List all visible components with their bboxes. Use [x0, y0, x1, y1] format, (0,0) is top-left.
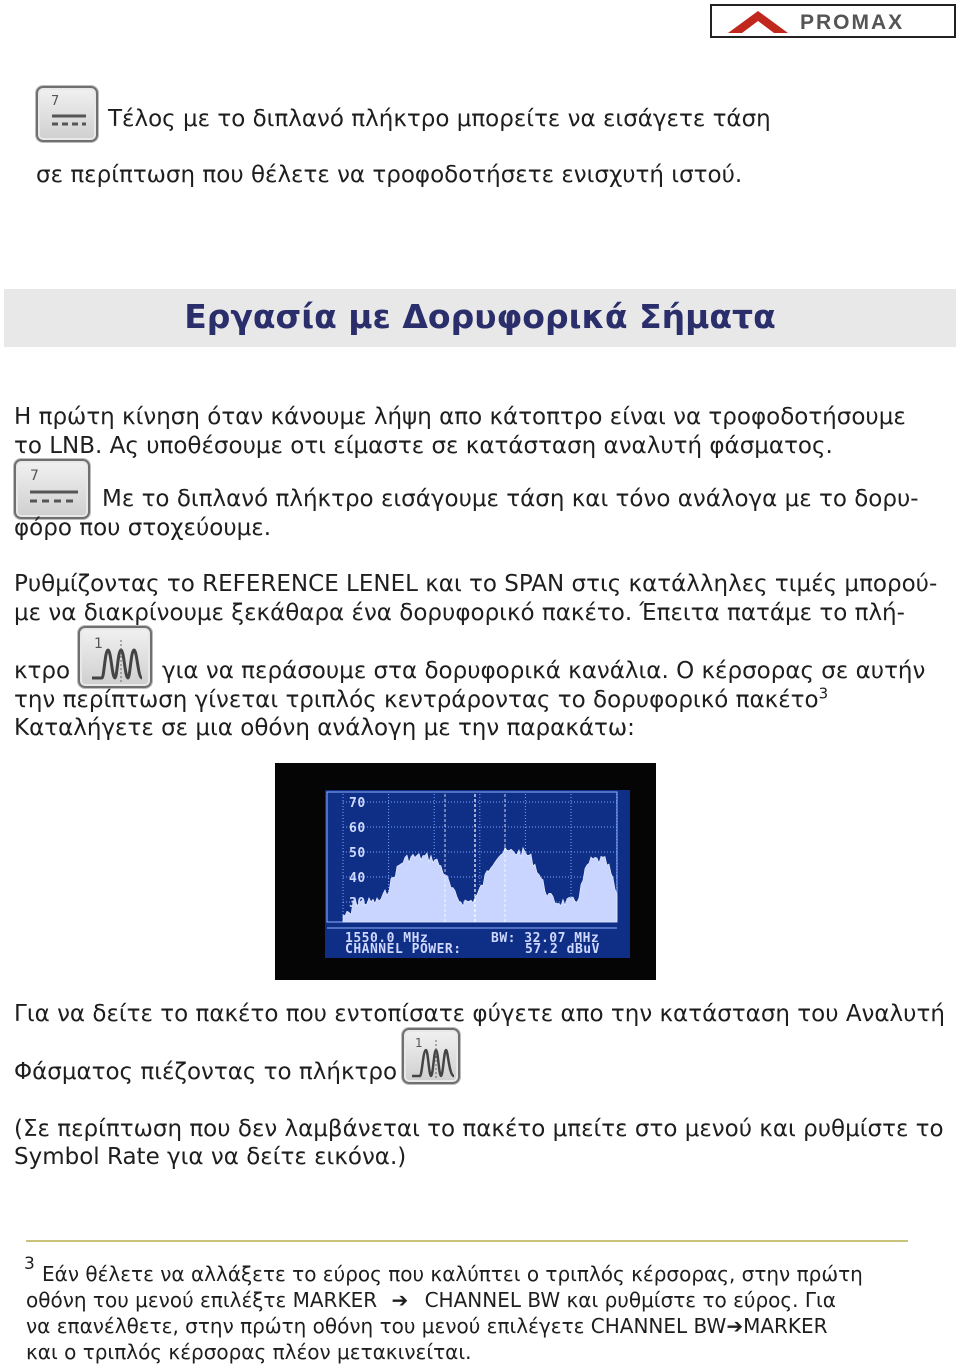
- voltage-key-number: 7: [51, 94, 60, 109]
- paragraph-1-line-2: το LNB. Ας υποθέσουμε οτι είμαστε σε κατάσταση αναλυτή φάσματος.: [14, 433, 833, 459]
- paragraph-4-line-1: Για να δείτε το πακέτο που εντοπίσατε φύγετε απο την κατάσταση του Αναλυτή: [14, 1001, 945, 1027]
- paragraph-1-line-1: Η πρώτη κίνηση όταν κάνουμε λήψη απο κάτοπτρο είναι να τροφοδοτήσουμε: [14, 404, 906, 430]
- intro-line-2: σε περίπτωση που θέλετε να τροφοδοτήσετε ενισχυτή ιστού.: [36, 162, 743, 188]
- footnote-separator: [26, 1240, 908, 1242]
- footnote-ref[interactable]: 3: [818, 684, 829, 703]
- paragraph-3-line-2: με να διακρίνουμε ξεκάθαρα ένα δορυφορικό πακέτο. Έπειτα πατάμε το πλή-: [14, 600, 905, 626]
- bandwidth-readout: BW: 32.07 MHz: [491, 931, 600, 946]
- analyzer-display: [325, 790, 630, 958]
- promax-logo-mark-icon: [722, 9, 792, 35]
- footnote-line-4: και ο τριπλός κέρσορας πλέον μετακινείται.: [26, 1340, 472, 1364]
- intro-line-1: Τέλος με το διπλανό πλήκτρο μπορείτε να εισάγετε τάση: [108, 106, 771, 132]
- section-title: Εργασία με Δορυφορικά Σήματα: [184, 297, 776, 336]
- analyzer-key-number: 1: [415, 1036, 423, 1050]
- frequency-readout: 1550.0 MHz: [345, 931, 429, 946]
- promax-logo: [710, 4, 956, 38]
- footnote-line-3b: MARKER: [743, 1314, 828, 1338]
- footnote-line-2a: οθόνη του μενού επιλέξτε MARKER: [26, 1288, 378, 1312]
- footnote-line-2b: CHANNEL BW και ρυθμίστε το εύρος. Για: [424, 1288, 836, 1312]
- channel-power-value: 57.2 dBuV: [525, 942, 600, 957]
- arrow-right-icon: ➔: [391, 1288, 409, 1312]
- logo-text: PROMAX: [800, 11, 905, 34]
- footnote-line-2: [26, 1287, 836, 1313]
- footnote-line-1: Εάν θέλετε να αλλάξετε το εύρος που καλύπτει ο τριπλός κέρσορας, στην πρώτη: [42, 1262, 863, 1286]
- y-tick-50: 50: [349, 846, 366, 861]
- footnote-line-3a: να επανέλθετε, στην πρώτη οθόνη του μενού επιλέγετε CHANNEL BW: [26, 1314, 727, 1338]
- footnote-marker: 3: [24, 1254, 35, 1274]
- spectrum-analyzer-key-icon: [402, 1028, 460, 1084]
- analyzer-key-number: 1: [94, 636, 103, 652]
- paragraph-3-line-4: [14, 686, 828, 715]
- spectrum-analyzer-key-icon: [78, 626, 152, 688]
- paragraph-3-line-5: Καταλήγετε σε μια οθόνη ανάλογη με την παρακάτω:: [14, 715, 635, 741]
- voltage-key-icon: [14, 459, 90, 519]
- footnote-line-3: [26, 1313, 828, 1339]
- paragraph-3-line-1: Ρυθμίζοντας το REFERENCE LENEL και το SPAN στις κατάλληλες τιμές μπορού-: [14, 571, 938, 597]
- channel-power-label: CHANNEL POWER:: [345, 942, 462, 957]
- paragraph-5-line-1: (Σε περίπτωση που δεν λαμβάνεται το πακέτο μπείτε στο μενού και ρυθμίστε το: [14, 1116, 944, 1142]
- paragraph-4-line-2: Φάσματος πιέζοντας το πλήκτρο: [14, 1059, 398, 1085]
- y-tick-60: 60: [349, 821, 366, 836]
- paragraph-3-line-4-text: την περίπτωση γίνεται τριπλός κεντράροντας το δορυφορικό πακέτο: [14, 687, 819, 713]
- voltage-key-icon: [36, 86, 98, 142]
- paragraph-3-line-3b: για να περάσουμε στα δορυφορικά κανάλια. Ο κέρσορας σε αυτήν: [162, 658, 926, 684]
- arrow-right-icon: ➔: [726, 1314, 744, 1338]
- paragraph-2-line-2: φόρο που στοχεύουμε.: [14, 515, 272, 541]
- paragraph-2-line-1: Με το διπλανό πλήκτρο εισάγουμε τάση και τόνο ανάλογα με το δορυ-: [102, 486, 919, 512]
- y-tick-70: 70: [349, 796, 366, 811]
- voltage-key-number: 7: [30, 468, 39, 484]
- y-tick-30: 30: [349, 896, 366, 911]
- paragraph-5-line-2: Symbol Rate για να δείτε εικόνα.): [14, 1144, 407, 1170]
- paragraph-3-line-3a: κτρο: [14, 658, 71, 684]
- y-tick-40: 40: [349, 871, 366, 886]
